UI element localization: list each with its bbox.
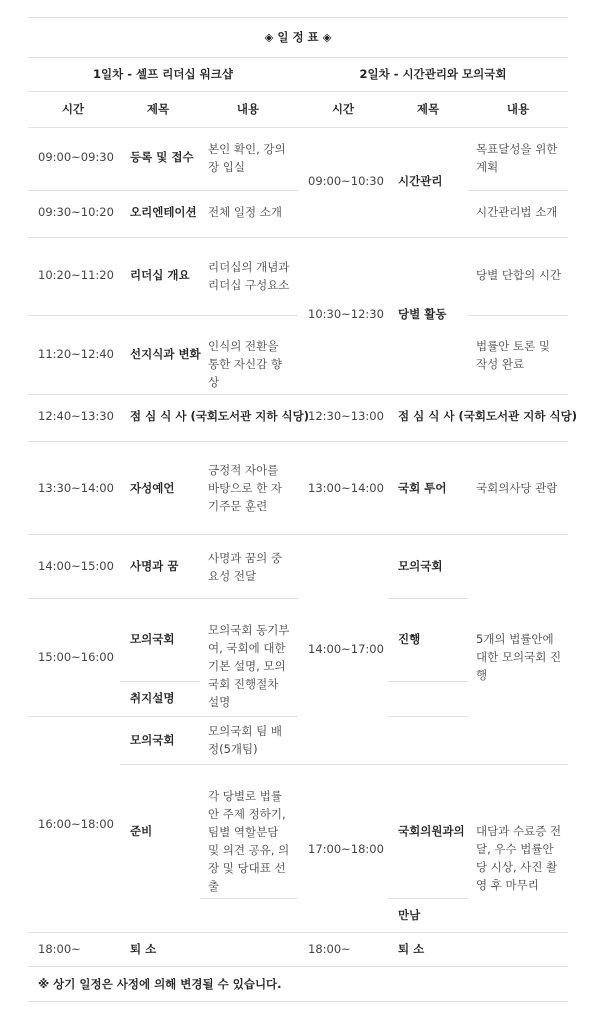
- day2-subject: 국회 투어: [398, 481, 447, 495]
- divider: [28, 315, 298, 316]
- day1-subject: 오리엔테이션: [130, 205, 197, 219]
- day1-subject: 모의국회: [130, 632, 175, 646]
- day1-lunch-time: 12:40~13:30: [38, 409, 114, 423]
- divider: [28, 598, 298, 599]
- column-header-subject: 제목: [146, 102, 170, 116]
- day2-time: 13:00~14:00: [308, 481, 384, 495]
- day1-content: 각 당별로 법률안 주제 정하기, 팀별 역할분담 및 의견 공유, 의장 및 당대표 선출: [208, 789, 290, 893]
- day1-end-label: 퇴 소: [130, 942, 157, 956]
- day2-time: 10:30~12:30: [308, 307, 384, 321]
- divider: [28, 534, 568, 535]
- divider: [120, 764, 298, 765]
- day1-content: 인식의 전환을 통한 자신감 향상: [208, 339, 282, 389]
- day1-time: 15:00~16:00: [38, 650, 114, 664]
- day2-subject: 당별 활동: [398, 307, 447, 321]
- column-header-content: 내용: [506, 102, 530, 116]
- day2-lunch-time: 12:30~13:00: [308, 409, 384, 423]
- day1-header: 1일차 - 셀프 리더십 워크샵: [93, 67, 233, 81]
- divider: [28, 716, 298, 717]
- day1-content: 사명과 꿈의 중요성 전달: [208, 551, 282, 583]
- day1-subject: 자성예언: [130, 481, 175, 495]
- day1-content: 긍정적 자아를 바탕으로 한 자기주문 훈련: [208, 463, 282, 513]
- day1-content: 리더십의 개념과 리더십 구성요소: [208, 260, 290, 292]
- day1-subject: 취지설명: [130, 691, 175, 705]
- divider: [28, 441, 568, 442]
- day2-subject: 시간관리: [398, 174, 443, 188]
- divider: [468, 190, 568, 191]
- divider: [28, 237, 568, 238]
- day1-subject: 선지식과 변화: [130, 347, 201, 361]
- day2-subject: 진행: [398, 632, 421, 646]
- day1-content: 모의국회 팀 배정(5개팀): [208, 724, 282, 756]
- day2-subject: 국회의원과의: [398, 824, 465, 838]
- day1-subject: 사명과 꿈: [130, 559, 179, 573]
- page-title: ◈ 일 정 표 ◈: [264, 30, 332, 44]
- day1-subject: 모의국회: [130, 733, 175, 747]
- day1-time: 09:30~10:20: [38, 205, 114, 219]
- day2-content: 당별 단합의 시간: [476, 268, 562, 282]
- divider: [28, 394, 568, 395]
- day2-time: 09:00~10:30: [308, 174, 384, 188]
- divider: [388, 681, 468, 682]
- day1-time: 10:20~11:20: [38, 268, 114, 282]
- column-header-time: 시간: [61, 102, 85, 116]
- day1-subject: 준비: [130, 824, 153, 838]
- day1-time: 13:30~14:00: [38, 481, 114, 495]
- day1-subject: 등록 및 접수: [130, 150, 194, 164]
- day2-content: 대담과 수료증 전달, 우수 법률안 당 시상, 사진 촬영 후 마무리: [476, 824, 562, 892]
- day2-content: 목표달성을 위한 계획: [476, 142, 558, 174]
- divider: [28, 190, 298, 191]
- divider: [388, 598, 468, 599]
- day2-content: 국회의사당 관람: [476, 481, 558, 495]
- day2-lunch-label: 점 심 식 사 (국회도서관 지하 식당): [398, 409, 577, 423]
- day2-time: 17:00~18:00: [308, 842, 384, 856]
- divider: [28, 17, 568, 18]
- divider: [28, 57, 568, 58]
- divider: [28, 1001, 568, 1002]
- day2-content: 시간관리법 소개: [476, 205, 558, 219]
- day2-end-time: 18:00~: [308, 942, 351, 956]
- day1-lunch-label: 점 심 식 사 (국회도서관 지하 식당): [130, 409, 309, 423]
- day2-time: 14:00~17:00: [308, 642, 384, 656]
- day1-content: 본인 확인, 강의장 입실: [208, 142, 286, 174]
- divider: [298, 764, 568, 765]
- divider: [28, 127, 568, 128]
- divider: [28, 966, 568, 967]
- day1-subject: 리더십 개요: [130, 268, 190, 282]
- day1-end-time: 18:00~: [38, 942, 81, 956]
- day1-time: 16:00~18:00: [38, 817, 114, 831]
- day1-content: 전체 일정 소개: [208, 205, 282, 219]
- divider: [28, 91, 568, 92]
- divider: [388, 716, 468, 717]
- divider: [468, 315, 568, 316]
- day1-time: 11:20~12:40: [38, 347, 114, 361]
- day2-content: 5개의 법률안에 대한 모의국회 진행: [476, 632, 562, 682]
- day1-time: 09:00~09:30: [38, 150, 114, 164]
- day1-content: 모의국회 동기부여, 국회에 대한 기본 설명, 모의국회 진행절차 설명: [208, 623, 290, 709]
- day2-content: 법률안 토론 및 작성 완료: [476, 339, 550, 371]
- day1-time: 14:00~15:00: [38, 559, 114, 573]
- day2-subject: 모의국회: [398, 559, 443, 573]
- day2-header: 2일차 - 시간관리와 모의국회: [359, 67, 507, 81]
- day2-subject: 만남: [398, 908, 421, 922]
- schedule-note: ※ 상기 일정은 사정에 의해 변경될 수 있습니다.: [38, 977, 282, 991]
- day2-end-label: 퇴 소: [398, 942, 425, 956]
- divider: [120, 681, 200, 682]
- divider: [200, 898, 298, 899]
- divider: [388, 898, 468, 899]
- divider: [28, 932, 568, 933]
- column-header-time: 시간: [331, 102, 355, 116]
- column-header-subject: 제목: [416, 102, 440, 116]
- column-header-content: 내용: [236, 102, 260, 116]
